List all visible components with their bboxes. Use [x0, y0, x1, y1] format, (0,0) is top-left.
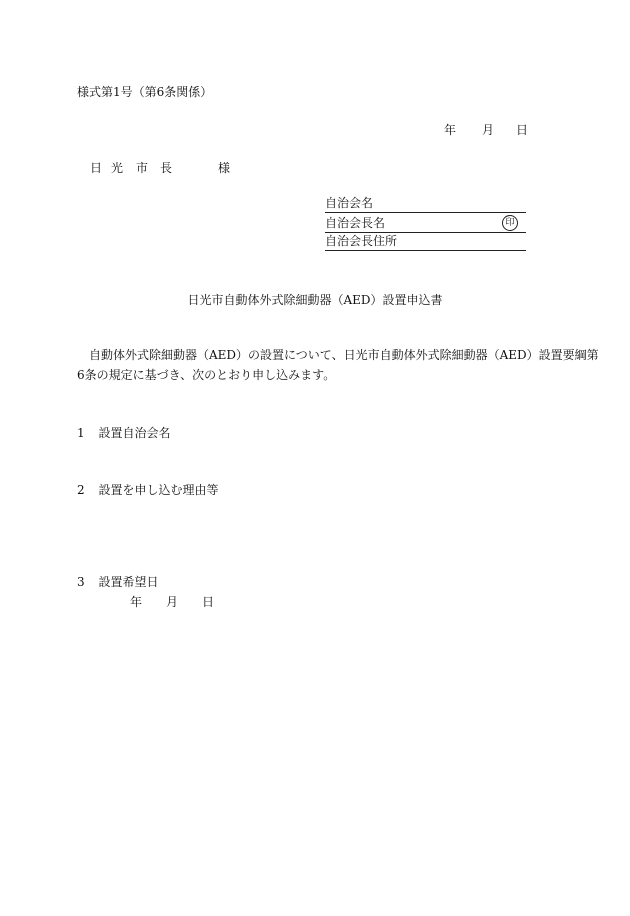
item-1	[77, 425, 170, 441]
item-2	[77, 482, 218, 498]
desired-date	[130, 594, 220, 610]
item-label: 設置希望日	[98, 575, 159, 589]
applicant-field-label: 自治会長住所	[325, 234, 398, 248]
body-text-line-1: 自動体外式除細動器（AED）の設置について、日光市自動体外式除細動器（AED）設置要綱第	[89, 348, 599, 362]
applicant-field-association-name	[325, 195, 526, 213]
desired-date-month: 月	[166, 595, 179, 609]
desired-date-year: 年	[130, 595, 143, 609]
document-title: 日光市自動体外式除細動器（AED）設置申込書	[187, 293, 443, 307]
item-number: 3	[77, 575, 85, 589]
item-label: 設置を申し込む理由等	[98, 483, 219, 497]
item-number: 2	[77, 483, 85, 497]
item-label: 設置自治会名	[98, 426, 171, 440]
addressee-city-char2: 光	[111, 161, 124, 175]
addressee-city-char3: 市	[136, 161, 149, 175]
applicant-field-president-address	[325, 233, 526, 251]
header-date	[444, 122, 534, 138]
addressee-title: 長	[160, 161, 173, 175]
applicant-field-president-name	[325, 215, 526, 233]
applicant-field-label: 自治会名	[325, 196, 374, 210]
seal-mark-icon: 印	[502, 215, 518, 231]
addressee	[90, 160, 250, 176]
desired-date-day: 日	[202, 595, 215, 609]
header-date-year: 年	[444, 123, 457, 137]
applicant-field-label: 自治会長名	[325, 216, 386, 230]
addressee-city-char1: 日	[90, 161, 103, 175]
header-date-day: 日	[516, 123, 529, 137]
addressee-honorific: 様	[218, 161, 231, 175]
form-number: 様式第1号（第6条関係）	[77, 85, 213, 99]
item-3	[77, 574, 158, 590]
item-number: 1	[77, 426, 85, 440]
header-date-month: 月	[482, 123, 495, 137]
body-text-line-2: 6条の規定に基づき、次のとおり申し込みます。	[77, 368, 336, 382]
